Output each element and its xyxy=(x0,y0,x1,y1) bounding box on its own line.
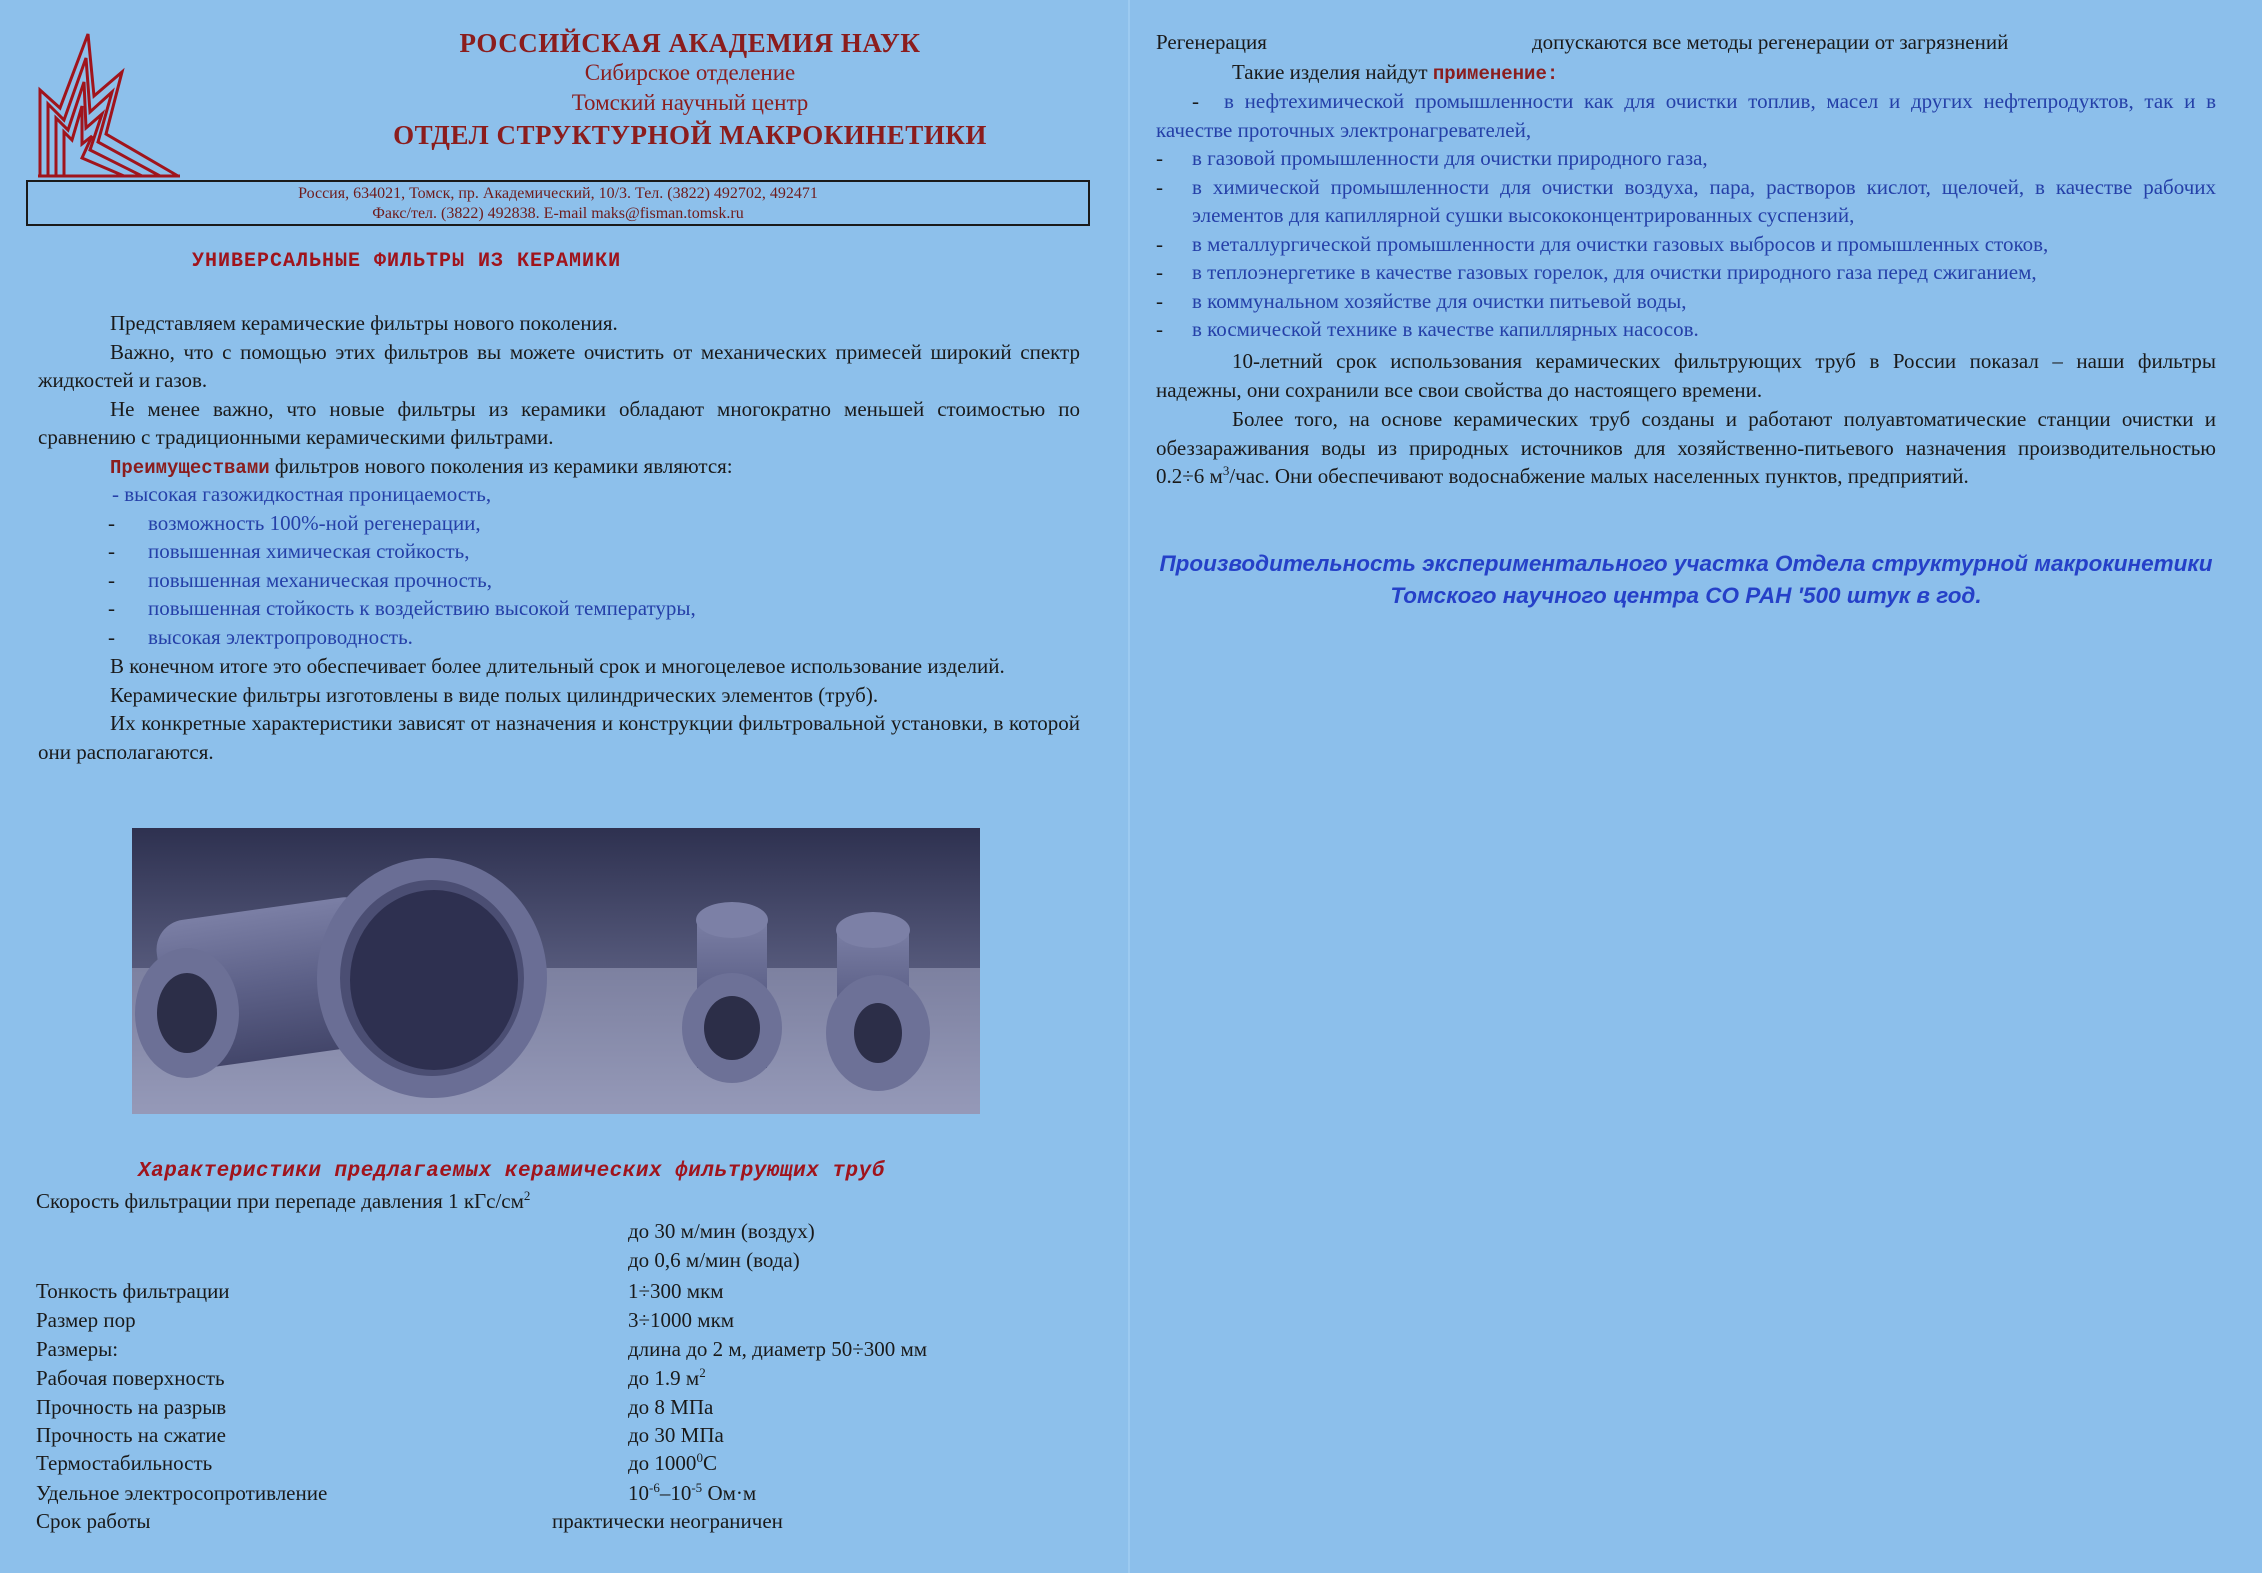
list-item: - в теплоэнергетике в качестве газовых горелок, для очистки природного газа перед сжиганием, xyxy=(1156,260,2037,284)
spec-value: длина до 2 м, диаметр 50÷300 мм xyxy=(628,1337,928,1361)
stations-paragraph: Более того, на основе керамических труб созданы и работают полуавтоматические станции очистки и обеззараживания воды из природных источников для хозяйственно-питьевого назначения производительностью 0.2÷6 $м^3$/час. Они обеспечивают водоснабжение малых населенных пунктов, предприятий. xyxy=(1156,407,2216,488)
spec-value: до 1.9 $м^2$ xyxy=(628,1365,706,1390)
spec-value: до 8 МПа xyxy=(628,1395,714,1419)
advantages-word: Преимуществами xyxy=(110,456,270,479)
service-paragraph: 10-летний срок использования керамических фильтрующих труб в России показал – наши фильтры надежны, они сохранили все свои свойства до настоящего времени. xyxy=(1156,349,2216,402)
spec-value: до 1000$^0$С xyxy=(628,1450,717,1475)
advantages-intro xyxy=(38,452,1080,483)
spec-value: практически неограничен xyxy=(552,1509,783,1533)
list-item: - в нефтехимической промышленности как для очистки топлив, масел и других нефтепродуктов, так и в качестве проточных электронагревателей, xyxy=(1156,89,2216,142)
center-title: Томский научный центр xyxy=(571,90,809,115)
uses-word: применение: xyxy=(1432,63,1559,85)
spec-label: Размер пор xyxy=(36,1308,136,1332)
left-page xyxy=(0,0,1130,1573)
ras-logo xyxy=(38,30,180,178)
spec-value: $10^{-6}-10^{-5}$ Ом·м xyxy=(628,1480,757,1505)
spec-label: Прочность на сжатие xyxy=(36,1423,226,1447)
conclusion-p3: Их конкретные характеристики зависят от назначения и конструкции фильтровальной установки, в которой они располагаются. xyxy=(38,711,1080,764)
speed-water: до 0,6 м/мин (вода) xyxy=(628,1248,800,1272)
speed-label: Скорость фильтрации при перепаде давления 1 кГс/$см^2$ xyxy=(36,1188,531,1213)
conclusion-p2: Керамические фильтры изготовлены в виде полых цилиндрических элементов (труб). xyxy=(110,682,879,707)
list-item: - повышенная механическая прочность, xyxy=(108,567,492,592)
conclusion-p1: В конечном итоге это обеспечивает более длительный срок и многоцелевое использование изделий. xyxy=(110,654,1005,678)
branch-title: Сибирское отделение xyxy=(584,60,796,85)
right-page xyxy=(1130,0,2262,1573)
dept-title: ОТДЕЛ СТРУКТУРНОЙ МАКРОКИНЕТИКИ xyxy=(393,120,987,150)
intro-block xyxy=(38,309,1080,482)
advantages-list xyxy=(108,480,1088,651)
list-item: - возможность 100%-ной регенерации, xyxy=(108,510,481,535)
spec-label: Срок работы xyxy=(36,1509,151,1533)
spec-value: 1÷300 мкм xyxy=(628,1279,724,1303)
spec-value: 3÷1000 мкм xyxy=(628,1308,735,1332)
list-item: - в коммунальном хозяйстве для очистки питьевой воды, xyxy=(1156,288,1687,313)
doc-title: УНИВЕРСАЛЬНЫЕ ФИЛЬТРЫ ИЗ КЕРАМИКИ xyxy=(192,250,622,273)
list-item: - повышенная химическая стойкость, xyxy=(108,539,470,563)
list-item: - в химической промышленности для очистки воздуха, пара, растворов кислот, щелочей, в качестве рабочих элементов для капиллярной сушки высококонцентрированных суспензий, xyxy=(1156,174,2216,227)
list-item: - повышенная стойкость к воздействию высокой температуры, xyxy=(108,596,696,620)
spec-label: Тонкость фильтрации xyxy=(36,1279,230,1303)
intro-p3: Не менее важно, что новые фильтры из керамики обладают многократно меньшей стоимостью по сравнению с традиционными керамическими фильтрами. xyxy=(38,396,1080,449)
production-note: Производительность экспериментального участка Отдела структурной макрокинетики Томского научного центра СО РАН '500 штук в год. xyxy=(1159,551,2213,608)
spec-label: Термостабильность xyxy=(36,1451,213,1475)
list-item: - в космической технике в качестве капиллярных насосов. xyxy=(1156,317,1699,341)
ceramic-tubes-photo xyxy=(132,828,980,1114)
list-item: - высокая электропроводность. xyxy=(108,624,413,649)
org-title: РОССИЙСКАЯ АКАДЕМИЯ НАУК xyxy=(459,28,921,58)
regen-label: Регенерация xyxy=(1156,30,1267,54)
conclusion-block xyxy=(38,652,1080,766)
spec-label: Рабочая поверхность xyxy=(36,1366,225,1390)
spec-value: до 30 МПа xyxy=(628,1423,724,1447)
spec-label: Размеры: xyxy=(36,1337,119,1361)
address-line-1: Россия, 634021, Томск, пр. Академический, 10/3. Тел. (3822) 492702, 492471 xyxy=(298,185,818,202)
address-line-2: Факс/тел. (3822) 492838. E-mail maks@fisman.tomsk.ru xyxy=(372,205,744,222)
speed-air: до 30 м/мин (воздух) xyxy=(628,1219,815,1243)
list-item: - высокая газожидкостная проницаемость, xyxy=(112,482,492,506)
uses-list xyxy=(1156,87,2216,344)
address-box xyxy=(26,180,1090,226)
characteristics-title: Характеристики предлагаемых керамических фильтрующих труб xyxy=(138,1160,885,1183)
uses-intro: Такие изделия найдут применение: xyxy=(1232,60,1559,85)
list-item: - в металлургической промышленности для очистки газовых выбросов и промышленных стоков, xyxy=(1156,231,2049,256)
list-item: - в газовой промышленности для очистки природного газа, xyxy=(1156,146,1708,170)
intro-p2: Важно, что с помощью этих фильтров вы можете очистить от механических примесей широкий спектр жидкостей и газов. xyxy=(38,339,1080,392)
advantages-rest: фильтров нового поколения из керамики являются: xyxy=(269,453,733,478)
regen-value: допускаются все методы регенерации от загрязнений xyxy=(1532,30,2009,54)
intro-p1: Представляем керамические фильтры нового поколения. xyxy=(110,311,618,335)
spec-label: Удельное электросопротивление xyxy=(36,1481,328,1505)
spec-label: Прочность на разрыв xyxy=(36,1395,227,1419)
